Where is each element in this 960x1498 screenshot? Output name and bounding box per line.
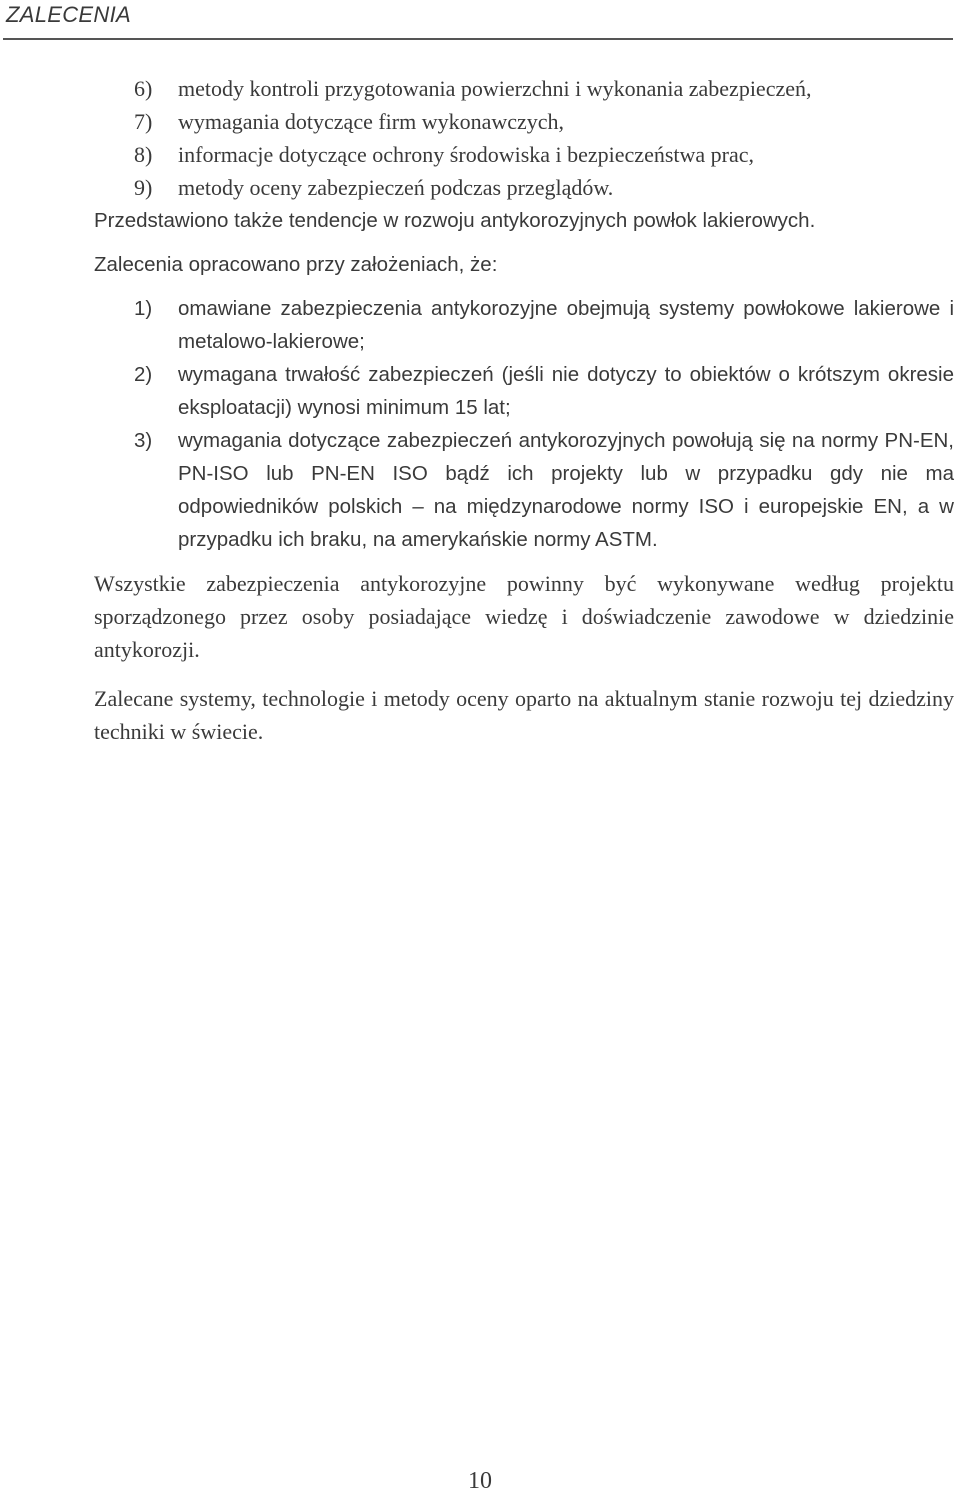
- list-item-text: informacje dotyczące ochrony środowiska i bezpieczeństwa prac,: [178, 142, 755, 167]
- list-item-number: 9): [134, 175, 153, 200]
- page-number: 10: [468, 1468, 492, 1494]
- list-item-number: 8): [134, 142, 153, 167]
- list-item-text: metody kontroli przygotowania powierzchni i wykonania zabezpieczeń,: [178, 76, 812, 101]
- list-item-number: 1): [134, 297, 153, 320]
- list-item-text: omawiane zabezpieczenia antykorozyjne obejmują systemy powłokowe lakierowe i metalowo-lakierowe;: [178, 297, 954, 353]
- list-item-number: 7): [134, 109, 153, 134]
- list-item-number: 3): [134, 429, 153, 452]
- list-item-text: wymagania dotyczące firm wykonawczych,: [178, 109, 565, 134]
- list-item-number: 2): [134, 363, 153, 386]
- list-item: [94, 72, 954, 105]
- paragraph-protection-design: Wszystkie zabezpieczenia antykorozyjne powinny być wykonywane według projektu sporządzonego przez osoby posiadające wiedzę i doświadczenie zawodowe w dziedzinie antykorozji.: [94, 571, 954, 662]
- header-rule: [3, 38, 953, 40]
- list-scope-continued: [94, 72, 954, 204]
- list-item: [94, 105, 954, 138]
- list-item-number: 6): [134, 76, 153, 101]
- list-item: [94, 358, 954, 424]
- running-header: ZALECENIA: [6, 2, 131, 27]
- list-item-text: wymagania dotyczące zabezpieczeń antykorozyjnych powołują się na normy PN-EN, PN-ISO lub PN-EN ISO bądź ich projekty lub w przypadku gdy nie ma odpowiedników polskich – na międzynarodowe normy ISO i europejskie EN, a w przypadku ich braku, na amerykańskie normy ASTM.: [178, 429, 954, 551]
- paragraph-assumptions: Zalecenia opracowano przy założeniach, że:: [94, 253, 498, 276]
- paragraph-trends: Przedstawiono także tendencje w rozwoju antykorozyjnych powłok lakierowych.: [94, 209, 816, 232]
- list-item-text: metody oceny zabezpieczeń podczas przeglądów.: [178, 175, 614, 200]
- document-body: [94, 72, 954, 748]
- paragraph-recommended-systems: Zalecane systemy, technologie i metody oceny oparto na aktualnym stanie rozwoju tej dziedziny techniki w świecie.: [94, 686, 954, 744]
- list-assumptions: [94, 292, 954, 556]
- list-item: [94, 424, 954, 556]
- list-item: [94, 292, 954, 358]
- list-item: [94, 171, 954, 204]
- list-item: [94, 138, 954, 171]
- list-item-text: wymagana trwałość zabezpieczeń (jeśli nie dotyczy to obiektów o krótszym okresie eksploatacji) wynosi minimum 15 lat;: [178, 363, 954, 419]
